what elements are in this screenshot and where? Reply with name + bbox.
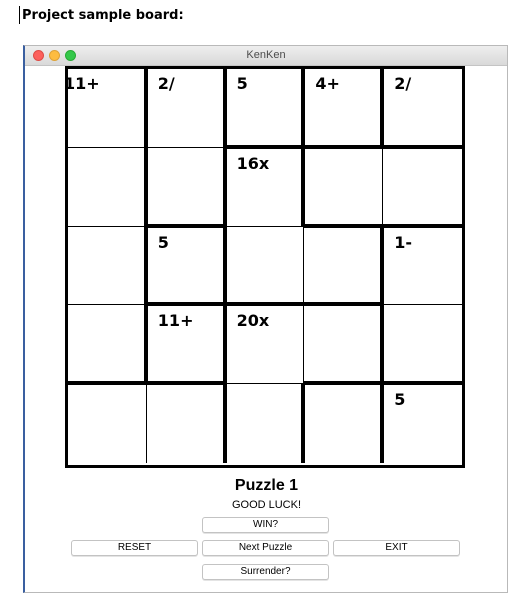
surrender-button[interactable]: Surrender? bbox=[202, 564, 329, 580]
board-cell[interactable] bbox=[147, 227, 226, 306]
board-cell[interactable] bbox=[68, 305, 147, 384]
cage-clue: 11+ bbox=[64, 74, 100, 93]
win-button[interactable]: WIN? bbox=[202, 517, 329, 533]
board-cell[interactable] bbox=[226, 69, 305, 148]
status-message: GOOD LUCK! bbox=[231, 499, 302, 511]
cage-clue: 2/ bbox=[157, 74, 175, 93]
board-cell[interactable] bbox=[68, 148, 147, 227]
board-cell[interactable] bbox=[383, 69, 462, 148]
cage-clue: 5 bbox=[236, 74, 248, 93]
document-heading: Project sample board: bbox=[22, 8, 184, 23]
board-cell[interactable] bbox=[68, 227, 147, 306]
reset-button[interactable]: RESET bbox=[71, 540, 198, 556]
board-cell[interactable] bbox=[64, 69, 147, 148]
window-titlebar[interactable] bbox=[25, 46, 507, 66]
board-cell[interactable] bbox=[226, 305, 305, 384]
cage-clue: 2/ bbox=[394, 74, 412, 93]
cage-clue: 16x bbox=[236, 153, 270, 173]
cage-clue: 4+ bbox=[315, 74, 340, 93]
board-cell[interactable] bbox=[304, 384, 383, 463]
cage-clue: 11+ bbox=[157, 311, 194, 331]
board-cell[interactable] bbox=[383, 384, 462, 463]
exit-button[interactable]: EXIT bbox=[333, 540, 460, 556]
board-cell[interactable] bbox=[226, 384, 305, 463]
board-cell[interactable] bbox=[304, 69, 383, 148]
board-cell[interactable] bbox=[147, 384, 226, 463]
board-cell[interactable] bbox=[304, 227, 383, 306]
puzzle-title: Puzzle 1 bbox=[234, 477, 299, 494]
board-cell[interactable] bbox=[147, 148, 226, 227]
board-cell[interactable] bbox=[383, 227, 462, 306]
cage-clue: 5 bbox=[394, 390, 406, 410]
board-cell[interactable] bbox=[68, 384, 147, 463]
board-cell[interactable] bbox=[304, 148, 383, 227]
board-cell[interactable] bbox=[304, 305, 383, 384]
board-cell[interactable] bbox=[147, 69, 226, 148]
cage-clue: 1- bbox=[394, 232, 412, 252]
cage-clue: 20x bbox=[236, 311, 270, 331]
window-title: KenKen bbox=[246, 49, 286, 61]
cage-clue: 5 bbox=[157, 232, 169, 252]
next-puzzle-button[interactable]: Next Puzzle bbox=[202, 540, 329, 556]
board-cell[interactable] bbox=[383, 148, 462, 227]
kenken-board bbox=[65, 66, 465, 468]
board-cell[interactable] bbox=[147, 305, 226, 384]
board-cell[interactable] bbox=[226, 148, 305, 227]
kenken-window bbox=[23, 45, 508, 593]
board-cell[interactable] bbox=[383, 305, 462, 384]
board-cell[interactable] bbox=[226, 227, 305, 306]
